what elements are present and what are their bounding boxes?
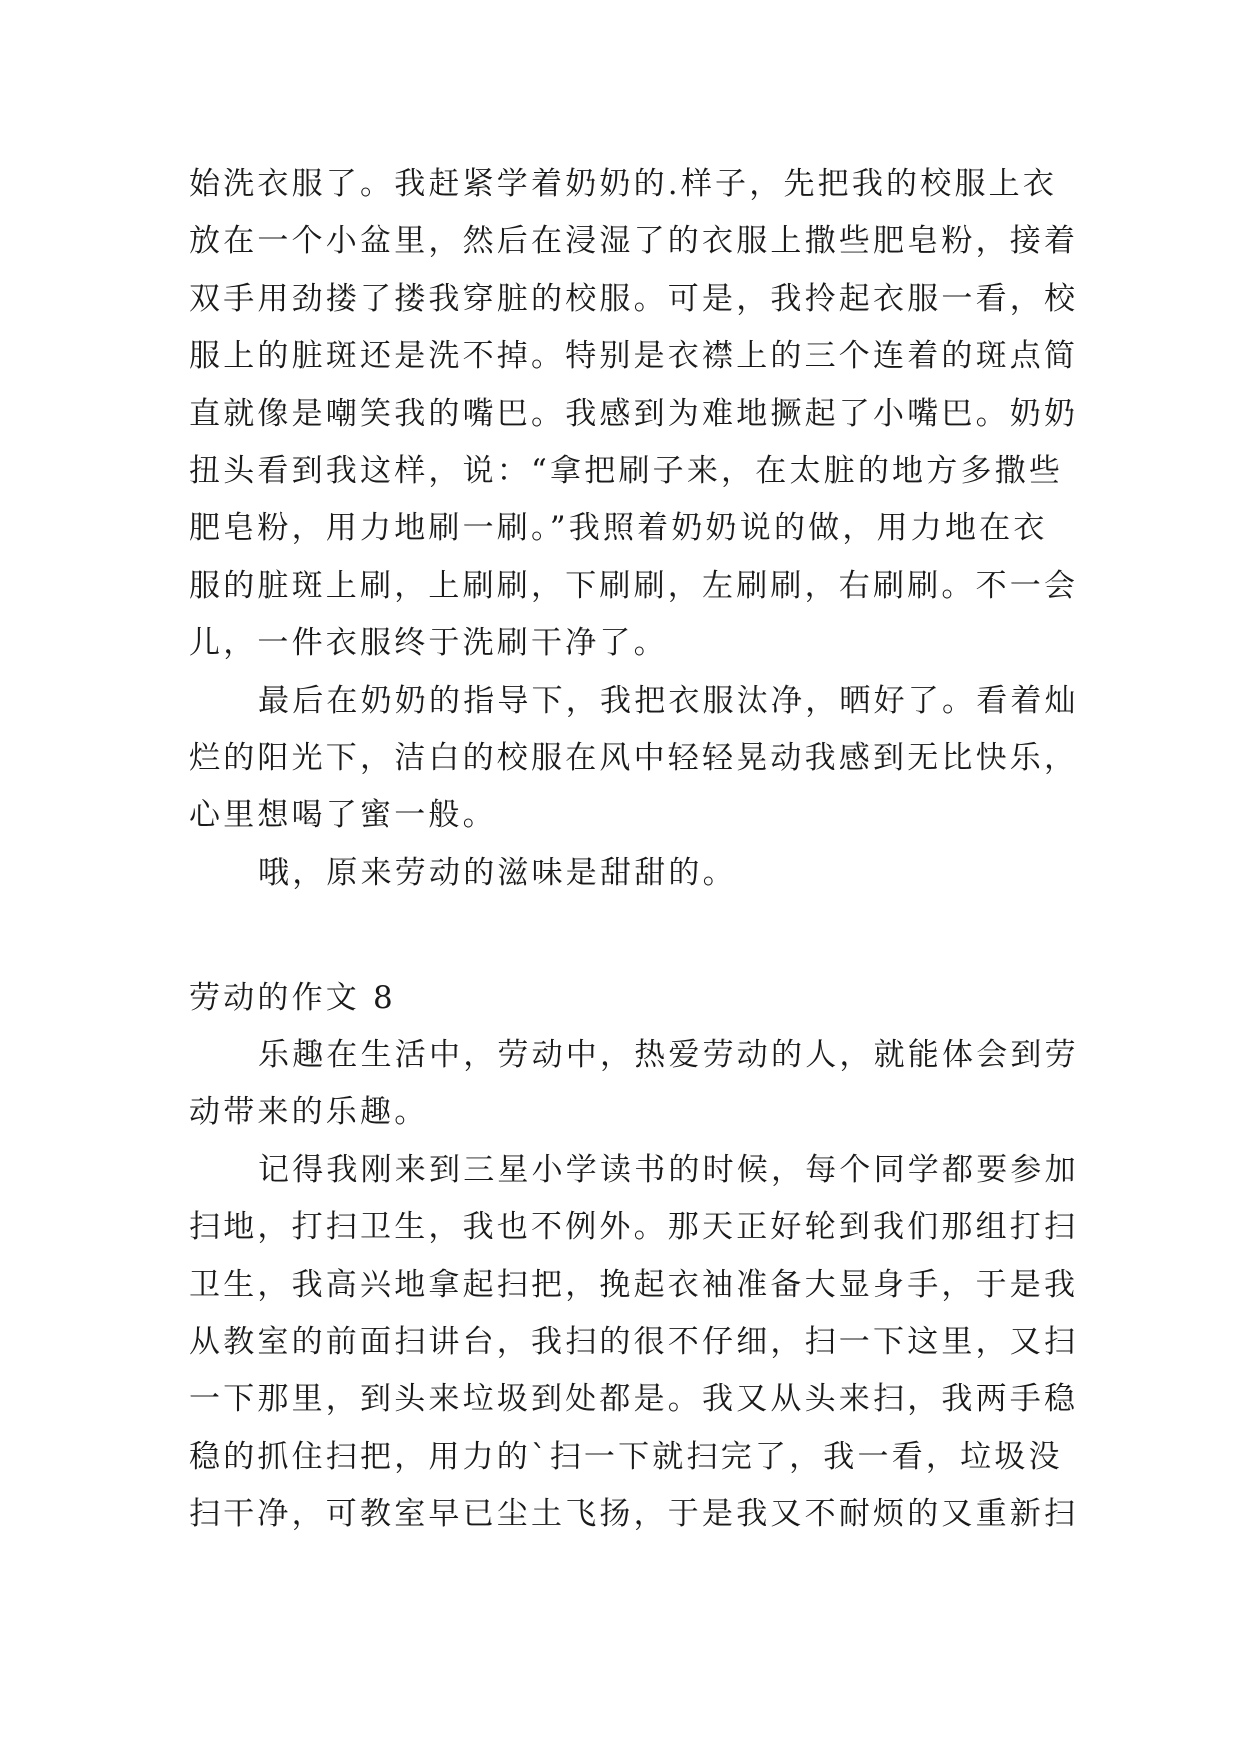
paragraph-start-line: 哦，原来劳动的滋味是甜甜的。 — [258, 854, 737, 891]
essay-part-1 — [189, 156, 1079, 902]
text-line: 放在一个小盆里，然后在浸湿了的衣服上撒些肥皂粉，接着 — [189, 223, 1079, 260]
text-line: 服上的脏斑还是洗不掉。特别是衣襟上的三个连着的斑点简 — [189, 338, 1079, 375]
text-line: 肥皂粉，用力地刷一刷。”我照着奶奶说的做，用力地在衣 — [189, 510, 1048, 547]
text-line: 扫干净，可教室早已尘土飞扬，于是我又不耐烦的又重新扫 — [189, 1496, 1079, 1533]
text-line: 始洗衣服了。我赶紧学着奶奶的.样子，先把我的校服上衣 — [189, 166, 1058, 202]
text-line: 扫地，打扫卫生，我也不例外。那天正好轮到我们那组打扫 — [189, 1209, 1079, 1246]
text-line: 动带来的乐趣。 — [189, 1094, 429, 1131]
text-line: 稳的抓住扫把，用力的`扫一下就扫完了，我一看，垃圾没 — [189, 1438, 1063, 1475]
text-line: 心里想喝了蜜一般。 — [189, 797, 497, 834]
essay-part-2 — [189, 1027, 1079, 1544]
text-line: 直就像是嘲笑我的嘴巴。我感到为难地撅起了小嘴巴。奶奶 — [189, 395, 1079, 432]
text-line: 从教室的前面扫讲台，我扫的很不仔细，扫一下这里，又扫 — [189, 1323, 1079, 1360]
text-line: 一下那里，到头来垃圾到处都是。我又从头来扫，我两手稳 — [189, 1381, 1079, 1418]
text-line: 烂的阳光下，洁白的校服在风中轻轻晃动我感到无比快乐， — [189, 739, 1079, 776]
paragraph-start-line: 记得我刚来到三星小学读书的时候，每个同学都要参加 — [258, 1151, 1079, 1188]
text-line: 服的脏斑上刷，上刷刷，下刷刷，左刷刷，右刷刷。不一会 — [189, 567, 1079, 604]
text-line: 儿，一件衣服终于洗刷干净了。 — [189, 625, 668, 662]
text-line: 双手用劲搂了搂我穿脏的校服。可是，我拎起衣服一看，校 — [189, 280, 1079, 317]
paragraph-start-line: 最后在奶奶的指导下，我把衣服汰净，晒好了。看着灿 — [258, 682, 1079, 719]
paragraph-start-line: 乐趣在生活中，劳动中，热爱劳动的人，就能体会到劳 — [258, 1037, 1079, 1073]
essay-heading: 劳动的作文 8 — [189, 980, 396, 1016]
text-line: 扭头看到我这样，说：“拿把刷子来，在太脏的地方多撒些 — [189, 452, 1064, 489]
text-line: 卫生，我高兴地拿起扫把，挽起衣袖准备大显身手，于是我 — [189, 1266, 1079, 1303]
